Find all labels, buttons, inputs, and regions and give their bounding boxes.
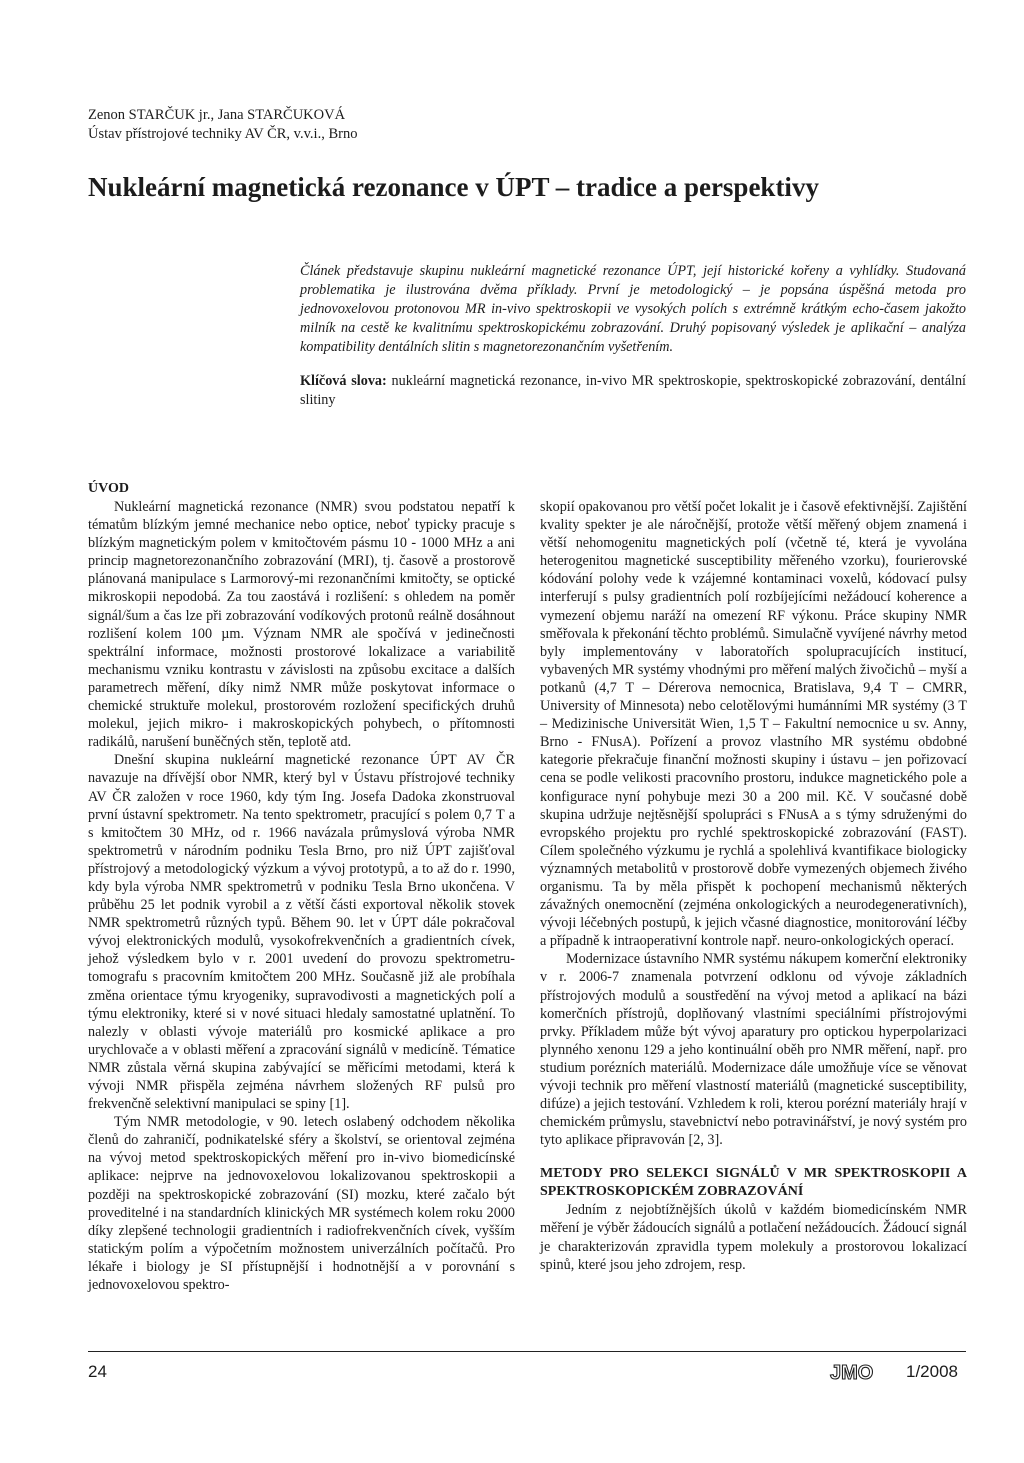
author-block: [88, 106, 357, 144]
column-right: [540, 498, 967, 1274]
issue-number: 1/2008: [906, 1362, 958, 1381]
paragraph: Modernizace ústavního NMR systému nákupem komerční elektroniky v r. 2006-7 znamenala potvrzení odklonu od vývoje základních přístrojových modulů a soustředění na vývoj metod a aplikací na bázi komerčních přístrojů, doplňovaný vlastními speciálními přístrojovými prvky. Příkladem může být vývoj aparatury pro optickou hyperpolarizaci plynného xenonu 129 a jeho kontinuální oběh pro NMR měření, např. pro studium porézních materiálů. Modernizace dále umožňuje více se věnovat vývoji technik pro měření vlastností materiálů (magnetické susceptibility, difúze) a jejich testování. Vzhledem k roli, kterou porézní materiály hrají v chemickém průmyslu, stavebnictví nebo potravinářství, je nový systém pro tyto aplikace připravován [2, 3].: [540, 951, 967, 1149]
keywords-label: Klíčová slova:: [300, 373, 387, 389]
article-title: Nukleární magnetická rezonance v ÚPT – tradice a perspektivy: [88, 172, 819, 202]
paragraph: Dnešní skupina nukleární magnetické rezonance ÚPT AV ČR navazuje na dřívější obor NMR, který byl v Ústavu přístrojové techniky AV ČR založen v roce 1960, kdy tým Ing. Josefa Dadoka zkonstruoval první ústavní spektrometr. Na tento spektrometr, pracující s polem 0,7 T a s kmitočtem 30 MHz, od r. 1966 navázala průmyslová výroba NMR spektrometrů v národním podniku Tesla Brno, pro niž ÚPT zajišťoval přístrojový a metodologický výzkum a vývoj prototypů, a to až do r. 1990, kdy byla výroba NMR spektrometrů v podniku Tesla Brno ukončena. V průběhu 25 let podnik vyrobil a z větší části exportoval několik stovek NMR spektrometrů různých typů. Během 90. let v ÚPT dále pokračoval vývoj elektronických modulů, vysokofrekvenčních a gradientních cívek, jehož výsledkem bylo v r. 2001 uvedení do provozu spektrometru-tomografu s pracovním kmitočtem 200 MHz. Současně již ale probíhala změna orientace týmu kryogeniky, supravodivosti a magnetických polí a týmu elektroniky, které si v nové situaci hledaly samostatné uplatnění. To nalezly v oblasti vývoje materiálů pro kosmické aplikace a pro urychlovače a v oblasti měření a zpracování signálů v medicíně. Tématice NMR zůstala věrná skupina zabývající se měřicími metodami, která k vývoji NMR přispěla zejména návrhem složených RF pulsů pro frekvenčně selektivní manipulaci se spiny [1].: [88, 752, 515, 1113]
page-number: 24: [88, 1362, 107, 1381]
keywords: [300, 372, 966, 410]
jmo-logo: [828, 1360, 880, 1384]
authors: Zenon STARČUK jr., Jana STARČUKOVÁ: [88, 107, 346, 123]
paragraph: Nukleární magnetická rezonance (NMR) svou podstatou nepatří k tématům blízkým jemné mechanice nebo optice, neboť typicky pracuje s blízkým magnetickým polem v kmitočtovém pásmu 10 - 1000 MHz a ani princip magnetorezonančního zobrazování (MRI), tj. časově a prostorově plánovaná manipulace s Larmorový-mi rezonančními kmitočty, se optické mikroskopii nepodobá. Za tou zaostává i rozlišení: s ohledem na poměr signál/šum a čas lze při zobrazování vodíkových protonů reálně dosáhnout rozlišení kolem 100 µm. Význam NMR ale spočívá v jedinečnosti spektrální informace, možnosti prostorové lokalizace a variabilitě mechanismu vzniku kontrastu v závislosti na způsobu excitace a dalších parametrech měření, díky nimž NMR může poskytovat informace o chemické struktuře molekul, prostorovém rozložení specifických druhů molekul, jejich mikro- i makroskopických pohybech, o přítomnosti radikálů, narušení buněčných stěn, teplotě atd.: [88, 499, 515, 751]
keywords-text: nukleární magnetická rezonance, in-vivo MR spektroskopie, spektroskopické zobrazování, dentální slitiny: [300, 373, 966, 408]
paragraph-continued: skopií opakovanou pro větší počet lokalit je i časově efektivnější. Zajištění kvality spekter je ale náročnější, protože větší měřený objem znamená i větší nehomogenitu magnetických polí (včetně té, která je vyvolána heterogenitou magnetické susceptibility měřeného vzorku), fourierovské kódování polohy vede k vzájemné kontaminaci voxelů, kódovací pulsy interferují s pulsy gradientních polí rozbíjejícími nežádoucí koherence a vymezení objemu naráží na omezení RF výkonu. Práce skupiny NMR směřovala k překonání těchto problémů. Simulačně vyvíjené návrhy metod byly implementovány v laboratořích spolupracujících institucí, vybavených MR systémy vhodnými pro měření malých živočichů – myší a potkanů (4,7 T – Dérerova nemocnica, Bratislava, 9,4 T – CMRR, University of Minnesota) nebo celotělovými humánními MR systémy (3 T – Medizinische Universität Wien, 1,5 T – Fakultní nemocnice u sv. Anny, Brno - FNusA). Pořízení a provoz vlastního MR systému obdobné kategorie překračuje finanční možnosti skupiny i ústavu – jen pořizovací cena se podle velikosti pracovního prostoru, indukce magnetického pole a konfigurace nyní pohybuje mezi 30 a 200 mil. Kč. V současné době skupina udržuje nejtěsnější spolupráci s FNusA a s týmy sdruženými do evropského projektu pro rychlé spektroskopické zobrazování (FAST). Cílem společného výzkumu je rychlá a spolehlivá kvantifikace biologicky významných metabolitů v prostorově dobře vymezených objemech živého organismu. Ta by měla přispět k pochopení mechanismů některých závažných onemocnění (zejména onkologických a neurodegenerativních), vývoji léčebných postupů, k jejich včasné diagnostice, monitorování léčby a případně k intraoperativní kontrole např. neuro-onkologických operací.: [540, 499, 967, 950]
paragraph: Tým NMR metodologie, v 90. letech oslabený odchodem několika členů do zahraničí, podnikatelské sféry a školství, se orientoval zejména na vývoj metod spektroskopických měření pro in-vivo biomedicínské aplikace: nejprve na jednovoxelovou lokalizovanou spektroskopii a později na spektroskopické zobrazování (SI) mozku, které začalo být proveditelné i na standardních klinických MR systémech kolem roku 2000 díky zlepšené technologii gradientních i radiofrekvenčních cívek, vyšším statickým polím a výpočetním možnostem univerzálních počítačů. Pro lékaře i biology je SI přístupnější i hodnotnější a v porovnání s jednovoxelovou spektro-: [88, 1114, 515, 1294]
affiliation: Ústav přístrojové techniky AV ČR, v.v.i., Brno: [88, 126, 358, 142]
paragraph: Jedním z nejobtížnějších úkolů v každém biomedicínském NMR měření je výběr žádoucích signálů a potlačení nežádoucích. Žádoucí signál je charakterizován zpravidla typem molekuly a prostorovou lokalizací spinů, které jsou jeho zdrojem, resp.: [540, 1202, 967, 1273]
section-heading-uvod: ÚVOD: [88, 481, 129, 496]
logo-text: JMO: [830, 1362, 874, 1384]
section-heading-metody: METODY PRO SELEKCI SIGNÁLŮ V MR SPEKTROSKOPII A SPEKTROSKOPICKÉM ZOBRAZOVÁNÍ: [540, 1166, 967, 1200]
footer-rule: [88, 1351, 966, 1352]
column-left: [88, 480, 515, 1294]
abstract: Článek představuje skupinu nukleární magnetické rezonance ÚPT, její historické kořeny a vyhlídky. Studovaná problematika je ilustrována dvěma příklady. První je metodologický – je popsána úspěšná metoda pro jednovoxelovou protonovou MR in-vivo spektroskopii ve vysokých polích s extrémně krátkým echo-časem jakožto milník na cestě ke kvalitnímu spektroskopickému zobrazování. Druhý popisovaný výsledek je aplikační – analýza kompatibility dentálních slitin s magnetorezonančním vyšetřením.: [300, 263, 966, 355]
